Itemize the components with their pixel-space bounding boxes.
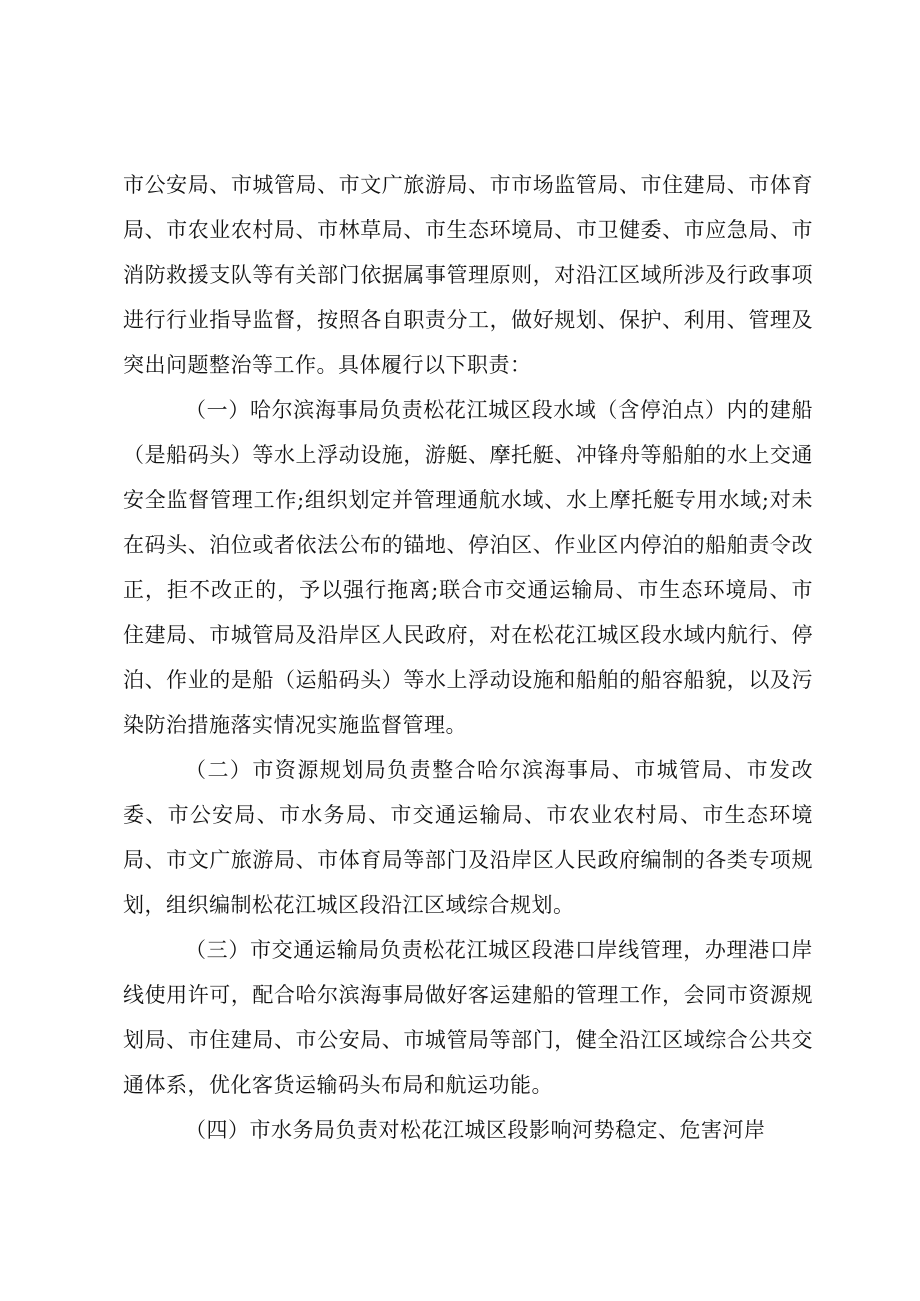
paragraph-item-2: （二）市资源规划局负责整合哈尔滨海事局、市城管局、市发改委、市公安局、市水务局、市交通运输局、市农业农村局、市生态环境局、市文广旅游局、市体育局等部门及沿岸区人民政府编制的各类专项规划，组织编制松花江城区段沿江区域综合规划。 [123, 758, 813, 917]
paragraph-item-1: （一）哈尔滨海事局负责松花江城区段水域（含停泊点）内的建船（是船码头）等水上浮动设施，游艇、摩托艇、冲锋舟等船舶的水上交通安全监督管理工作;组织划定并管理通航水域、水上摩托艇专用水域;对未在码头、泊位或者依法公布的锚地、停泊区、作业区内停泊的船舶责令改正，拒不改正的，予以强行拖离;联合市交通运输局、市生态环境局、市住建局、市城管局及沿岸区人民政府，对在松花江城区段水域内航行、停泊、作业的是船（运船码头）等水上浮动设施和船舶的船容船貌，以及污染防治措施落实情况实施监督管理。 [123, 398, 813, 737]
document-body [123, 163, 813, 1153]
paragraph-intro: 市公安局、市城管局、市文广旅游局、市市场监管局、市住建局、市体育局、市农业农村局、市林草局、市生态环境局、市卫健委、市应急局、市消防救援支队等有关部门依据属事管理原则，对沿江区域所涉及行政事项进行行业指导监督，按照各自职责分工，做好规划、保护、利用、管理及突出问题整治等工作。具体履行以下职责： [123, 173, 813, 377]
paragraph-item-3: （三）市交通运输局负责松花江城区段港口岸线管理，办理港口岸线使用许可，配合哈尔滨海事局做好客运建船的管理工作，会同市资源规划局、市住建局、市公安局、市城管局等部门，健全沿江区域综合公共交通体系，优化客货运输码头布局和航运功能。 [123, 938, 813, 1097]
paragraph-item-4: （四）市水务局负责对松花江城区段影响河势稳定、危害河岸 [185, 1118, 766, 1142]
